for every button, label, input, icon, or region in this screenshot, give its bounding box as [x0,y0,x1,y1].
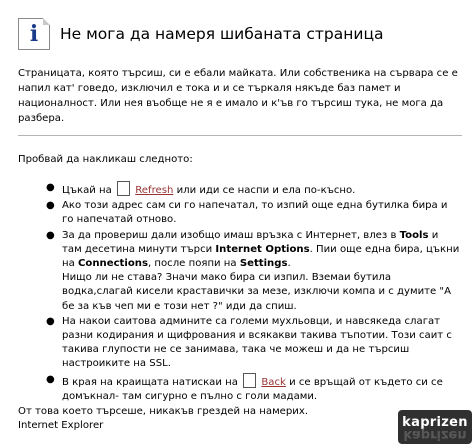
refresh-link[interactable]: Refresh [135,185,174,196]
tip4-text: На накои саитова админите са големи мухльовци, и навсякеда слагат разни кодирания и щифрования и всякакви такива тъпотии. Този саит с такива глупости не се занимава, така че можеш и да не търсиш настроиките на SSL. [62,315,452,370]
footer-text [18,405,308,433]
internet-options-name: Internet Options [215,243,310,255]
tip5-text-a: В края на краищата натискаи на [62,376,238,388]
info-glyph: i [29,21,39,47]
page-title: Не мога да намеря шибаната страница [60,25,384,43]
tip3-text-e: . [287,258,291,270]
tip1-text-b: или иди се наспи и ела по-късно. [176,185,356,196]
tip3-text-a: За да провериш дали изобщо имаш връзка с Интернет, влез в [62,229,397,241]
bullet-icon: ● [46,229,55,241]
tip5-text-b: и се връщай от където си се домъкнал- там сигурно е пълно с голи мадами. [62,376,443,402]
bullet-icon: ● [46,315,55,327]
info-icon [18,18,50,50]
footer-line1: От това което търсеше, никакъв грездей на намерих. [18,406,309,417]
tips-list [44,181,460,405]
tools-menu-name: Tools [399,229,429,241]
watermark-text: kaprizen [402,415,468,430]
connections-name: Connections [78,258,148,270]
list-item [44,181,460,198]
list-item [44,373,460,404]
divider [18,135,462,136]
watermark-reflection: kaprizen [403,427,467,442]
back-link[interactable]: Back [261,376,286,388]
list-item [44,199,460,227]
tip3-text-d: , после пояпи на [147,258,237,270]
bullet-icon: ● [46,373,55,385]
tip2-text: Ако този адрес сам си го напечатал, то изпий още една бутилка бира и го напечатай отново. [62,200,448,226]
tip3-text-c: . Пии още една бира, цъкни на [62,243,460,270]
back-icon[interactable] [243,373,256,388]
intro-paragraph: Страницата, която търсиш, си е ебали майката. Или собственика на сървара се е напил кат' говедо, изключил е тока и и се търкаля някъде баз памет и националност. Или нея въобще не я е имало и к'ъв го търсиш тука, не мога да разбера. [18,68,458,124]
settings-name: Settings [239,258,288,270]
list-item [44,315,460,372]
tip1-text-a: Цъкай на [62,185,112,196]
footer-line2: Internet Explorer [18,420,104,431]
tip3-text-b: и там десетина минути търси [62,229,439,255]
tip3-text-f: Нищо ли не става? Значи мако бира си изпил. Вземаи бутила водка,слагай кисели краставички за мезе, изключи компа и с думите "А бе за къв чеп ми е този нет ?" иди да спиш. [62,272,451,312]
refresh-icon[interactable] [117,181,130,196]
bullet-icon: ● [46,200,55,212]
list-item [44,229,460,314]
bullet-icon: ● [46,182,55,193]
kaprizen-logo [398,410,472,444]
try-label: Пробвай да накликаш следното: [18,154,193,165]
